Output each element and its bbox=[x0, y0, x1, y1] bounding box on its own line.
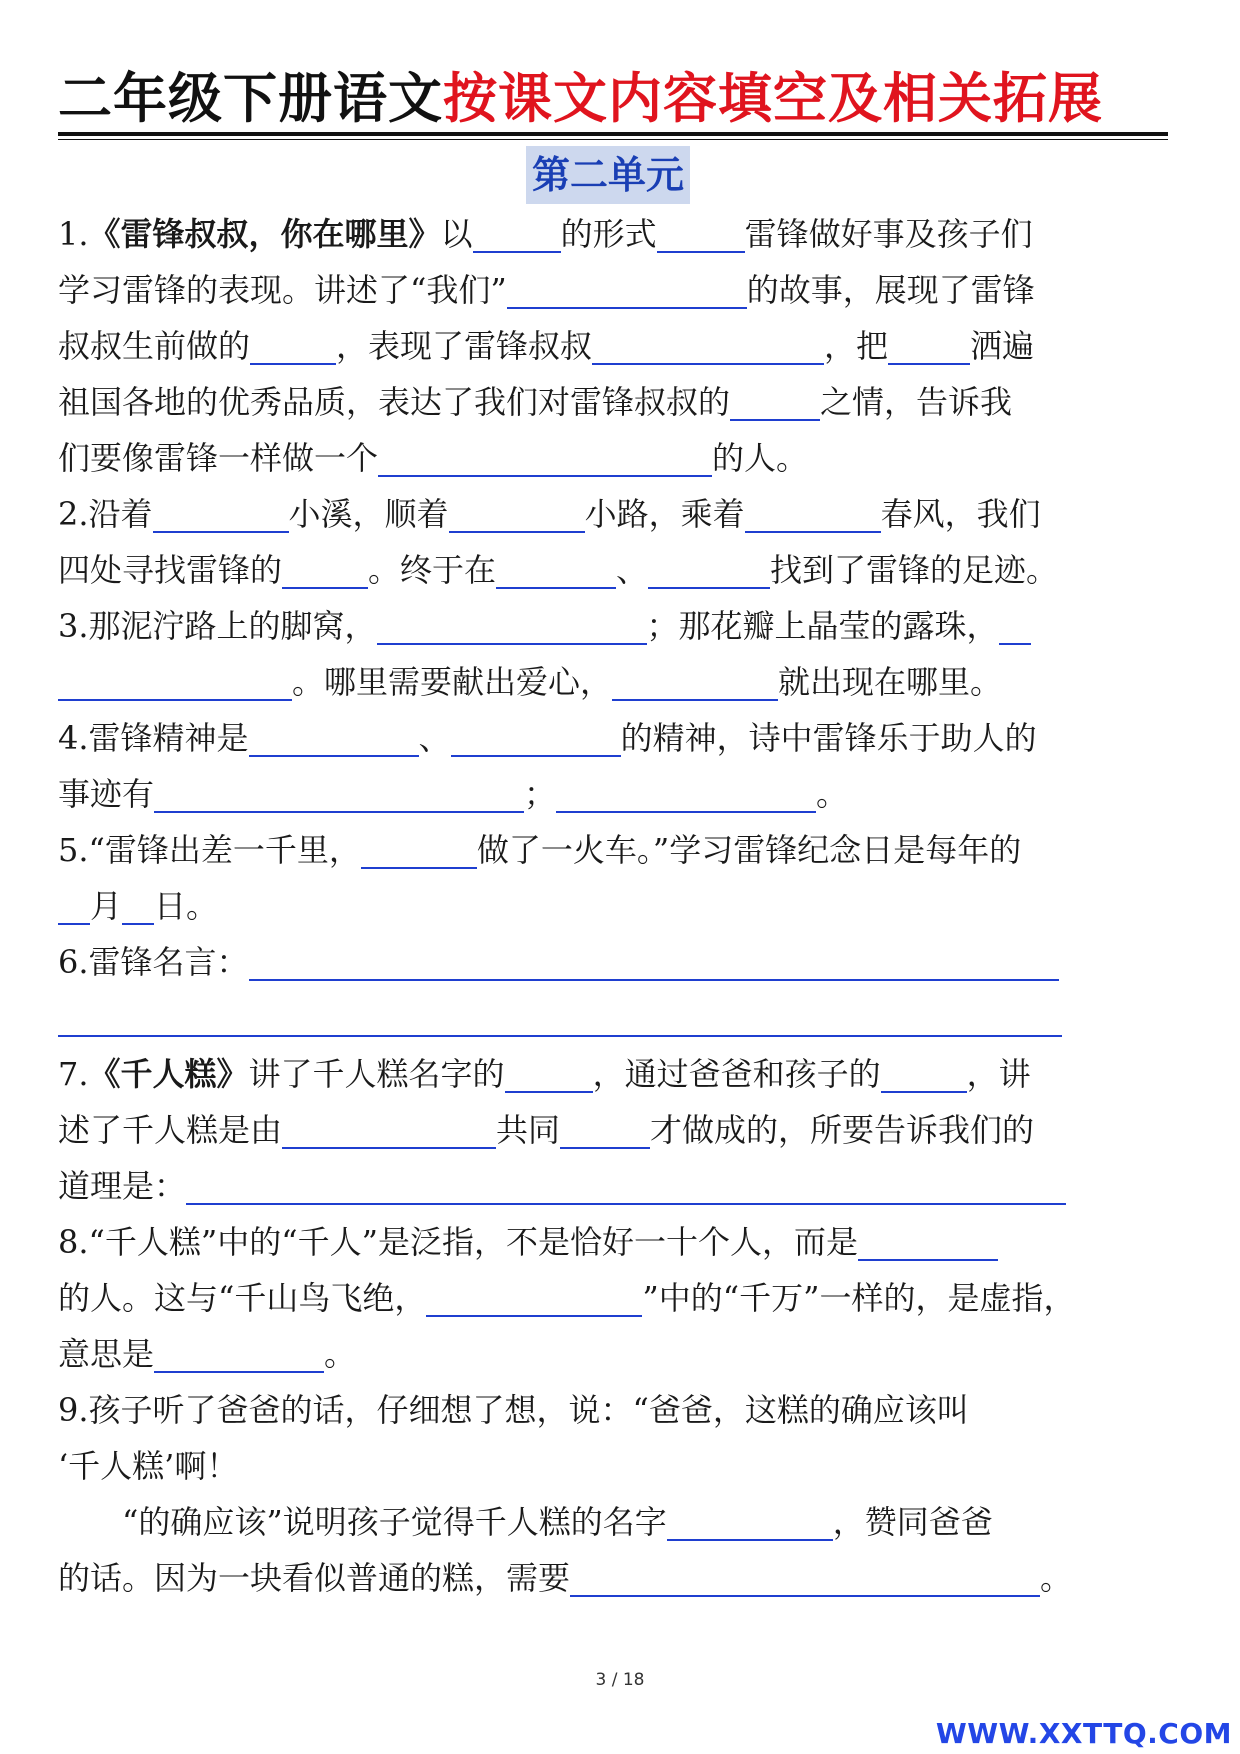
q4-text-e: 。 bbox=[816, 775, 849, 813]
answer-blank[interactable] bbox=[473, 211, 561, 253]
q3-text-a: 3.那泥泞路上的脚窝， bbox=[58, 607, 377, 645]
q1-text-e: 的故事，展现了雷锋 bbox=[746, 271, 1035, 309]
q1-text-m: 的人。 bbox=[712, 439, 809, 477]
question-8-line-3 bbox=[58, 1326, 1182, 1382]
answer-blank[interactable] bbox=[496, 547, 616, 589]
q5-text-d: 日。 bbox=[154, 887, 219, 925]
q9-text-a: 9.孩子听了爸爸的话，仔细想了想，说：“爸爸，这糕的确应该叫 bbox=[58, 1391, 969, 1429]
page-title bbox=[58, 68, 1168, 130]
answer-blank[interactable] bbox=[657, 211, 745, 253]
q3-text-c: 。哪里需要献出爱心， bbox=[292, 663, 613, 701]
q4-text-d: ； bbox=[524, 775, 557, 813]
answer-blank[interactable] bbox=[556, 771, 816, 813]
answer-blank[interactable] bbox=[249, 939, 1059, 981]
q9-text-c: “的确应该”说明孩子觉得千人糕的名字 bbox=[122, 1503, 667, 1541]
q1-text-h: ，把 bbox=[824, 327, 889, 365]
question-8-line-1 bbox=[58, 1214, 1182, 1270]
q8-text-d: 意思是 bbox=[58, 1335, 155, 1373]
q1-text-k: 之情，告诉我 bbox=[820, 383, 1013, 421]
q4-text-c: 事迹有 bbox=[58, 775, 155, 813]
question-6-line-1 bbox=[58, 934, 1182, 990]
answer-blank[interactable] bbox=[451, 715, 621, 757]
title-divider-thin bbox=[58, 139, 1168, 140]
question-8-line-2 bbox=[58, 1270, 1182, 1326]
question-9-line-4 bbox=[58, 1550, 1182, 1606]
lesson-title: 《千人糕》 bbox=[88, 1055, 249, 1093]
question-6-line-2 bbox=[58, 990, 1182, 1046]
question-2-line-1 bbox=[58, 486, 1182, 542]
q9-text-e: 的话。因为一块看似普通的糕，需要 bbox=[58, 1559, 571, 1597]
q8-text-e: 。 bbox=[324, 1335, 357, 1373]
question-4-line-2 bbox=[58, 766, 1182, 822]
q2-text-h: 找到了雷锋的足迹。 bbox=[770, 551, 1059, 589]
q1-text-j: 祖国各地的优秀品质，表达了我们对雷锋叔叔的 bbox=[58, 383, 731, 421]
question-9-line-2 bbox=[58, 1438, 1182, 1494]
answer-blank[interactable] bbox=[560, 1107, 650, 1149]
answer-blank[interactable] bbox=[667, 1499, 833, 1541]
q5-text-a: 5.“雷锋出差一千里， bbox=[58, 831, 361, 869]
answer-blank[interactable] bbox=[249, 715, 419, 757]
q1-text-g: ，表现了雷锋叔叔 bbox=[336, 327, 593, 365]
q1-text-f: 叔叔生前做的 bbox=[58, 327, 251, 365]
page-indicator: 3 / 18 bbox=[595, 1670, 645, 1690]
q8-text-b: 的人。这与“千山鸟飞绝， bbox=[58, 1279, 427, 1317]
q1-text-a: 1.《雷锋叔叔，你在哪里》以 bbox=[58, 215, 473, 253]
q2-text-d: 春风，我们 bbox=[880, 495, 1041, 533]
q2-text-b: 小溪，顺着 bbox=[288, 495, 449, 533]
q1-text-d: 学习雷锋的表现。讲述了“我们” bbox=[58, 271, 507, 309]
question-7-line-2 bbox=[58, 1102, 1182, 1158]
answer-blank[interactable] bbox=[612, 659, 778, 701]
title-grade: 二年级下册语文 bbox=[58, 67, 443, 130]
q3-text-b: ；那花瓣上晶莹的露珠， bbox=[646, 607, 999, 645]
q2-text-g: 、 bbox=[616, 551, 649, 589]
lesson-title: 《雷锋叔叔，你在哪里》 bbox=[88, 215, 441, 253]
worksheet-content bbox=[58, 206, 1182, 1606]
answer-blank[interactable] bbox=[122, 883, 154, 925]
q7-text-c: ，讲 bbox=[966, 1055, 1031, 1093]
question-2-line-2 bbox=[58, 542, 1182, 598]
q5-text-b: 做了一火车。”学习雷锋纪念日是每年的 bbox=[476, 831, 1022, 869]
q7-text-b: ，通过爸爸和孩子的 bbox=[592, 1055, 881, 1093]
q2-text-f: 。终于在 bbox=[368, 551, 497, 589]
title-topic: 按课文内容填空及相关拓展 bbox=[443, 67, 1103, 130]
q4-text-a: 4.雷锋精神是 bbox=[58, 719, 249, 757]
q2-text-c: 小路，乘着 bbox=[584, 495, 745, 533]
answer-blank[interactable] bbox=[377, 603, 647, 645]
answer-blank[interactable] bbox=[888, 323, 970, 365]
unit-heading: 第二单元 bbox=[526, 146, 690, 204]
answer-blank[interactable] bbox=[58, 995, 1062, 1037]
q7-text-e: 共同 bbox=[496, 1111, 561, 1149]
q7-text-f: 才做成的，所要告诉我们的 bbox=[650, 1111, 1035, 1149]
q1-text-b: 的形式 bbox=[560, 215, 657, 253]
q9-text-b: ‘千人糕’啊！ bbox=[58, 1447, 239, 1485]
answer-blank[interactable] bbox=[858, 1219, 998, 1261]
answer-blank[interactable] bbox=[58, 659, 292, 701]
answer-blank[interactable] bbox=[648, 547, 770, 589]
answer-blank[interactable] bbox=[999, 603, 1031, 645]
q4-text-sep: 、 bbox=[418, 719, 451, 757]
question-9-line-1 bbox=[58, 1382, 1182, 1438]
q1-text-l: 们要像雷锋一样做一个 bbox=[58, 439, 379, 477]
question-1-line-4 bbox=[58, 374, 1182, 430]
question-9-line-3 bbox=[58, 1494, 1182, 1550]
answer-blank[interactable] bbox=[378, 435, 712, 477]
q2-text-e: 四处寻找雷锋的 bbox=[58, 551, 283, 589]
title-divider-thick bbox=[58, 132, 1168, 136]
q3-text-d: 就出现在哪里。 bbox=[778, 663, 1003, 701]
q1-text-i: 洒遍 bbox=[970, 327, 1035, 365]
question-7-line-3 bbox=[58, 1158, 1182, 1214]
question-4-line-1 bbox=[58, 710, 1182, 766]
answer-blank[interactable] bbox=[361, 827, 477, 869]
answer-blank[interactable] bbox=[186, 1163, 1066, 1205]
q1-text-c: 雷锋做好事及孩子们 bbox=[744, 215, 1033, 253]
q8-text-a: 8.“千人糕”中的“千人”是泛指，不是恰好一十个人，而是 bbox=[58, 1223, 858, 1261]
answer-blank[interactable] bbox=[730, 379, 820, 421]
answer-blank[interactable] bbox=[154, 771, 524, 813]
q8-text-c: ”中的“千万”一样的，是虚指， bbox=[642, 1279, 1076, 1317]
answer-blank[interactable] bbox=[745, 491, 881, 533]
answer-blank[interactable] bbox=[154, 1331, 324, 1373]
answer-blank[interactable] bbox=[58, 883, 90, 925]
question-1-line-2 bbox=[58, 262, 1182, 318]
answer-blank[interactable] bbox=[250, 323, 336, 365]
answer-blank[interactable] bbox=[881, 1051, 967, 1093]
q9-text-d: ，赞同爸爸 bbox=[832, 1503, 993, 1541]
answer-blank[interactable] bbox=[505, 1051, 593, 1093]
q6-text-a: 6.雷锋名言： bbox=[58, 943, 249, 981]
answer-blank[interactable] bbox=[592, 323, 824, 365]
question-5-line-1 bbox=[58, 822, 1182, 878]
q7-text-a: 7.《千人糕》讲了千人糕名字的 bbox=[58, 1055, 505, 1093]
question-1-line-5 bbox=[58, 430, 1182, 486]
q2-text-a: 2.沿着 bbox=[58, 495, 153, 533]
question-3-line-1 bbox=[58, 598, 1182, 654]
question-3-line-2 bbox=[58, 654, 1182, 710]
q7-text-d: 述了千人糕是由 bbox=[58, 1111, 283, 1149]
answer-blank[interactable] bbox=[282, 547, 368, 589]
answer-blank[interactable] bbox=[282, 1107, 496, 1149]
answer-blank[interactable] bbox=[426, 1275, 642, 1317]
answer-blank[interactable] bbox=[570, 1555, 1040, 1597]
q9-text-f: 。 bbox=[1040, 1559, 1073, 1597]
q5-text-c: 月 bbox=[90, 887, 123, 925]
answer-blank[interactable] bbox=[449, 491, 585, 533]
question-1-line-1 bbox=[58, 206, 1182, 262]
q4-text-b: 的精神，诗中雷锋乐于助人的 bbox=[620, 719, 1037, 757]
q7-text-g: 道理是： bbox=[58, 1167, 187, 1205]
question-5-line-2 bbox=[58, 878, 1182, 934]
website-watermark[interactable]: WWW.XXTTQ.COM bbox=[935, 1717, 1232, 1750]
answer-blank[interactable] bbox=[507, 267, 747, 309]
question-1-line-3 bbox=[58, 318, 1182, 374]
answer-blank[interactable] bbox=[153, 491, 289, 533]
question-7-line-1 bbox=[58, 1046, 1182, 1102]
